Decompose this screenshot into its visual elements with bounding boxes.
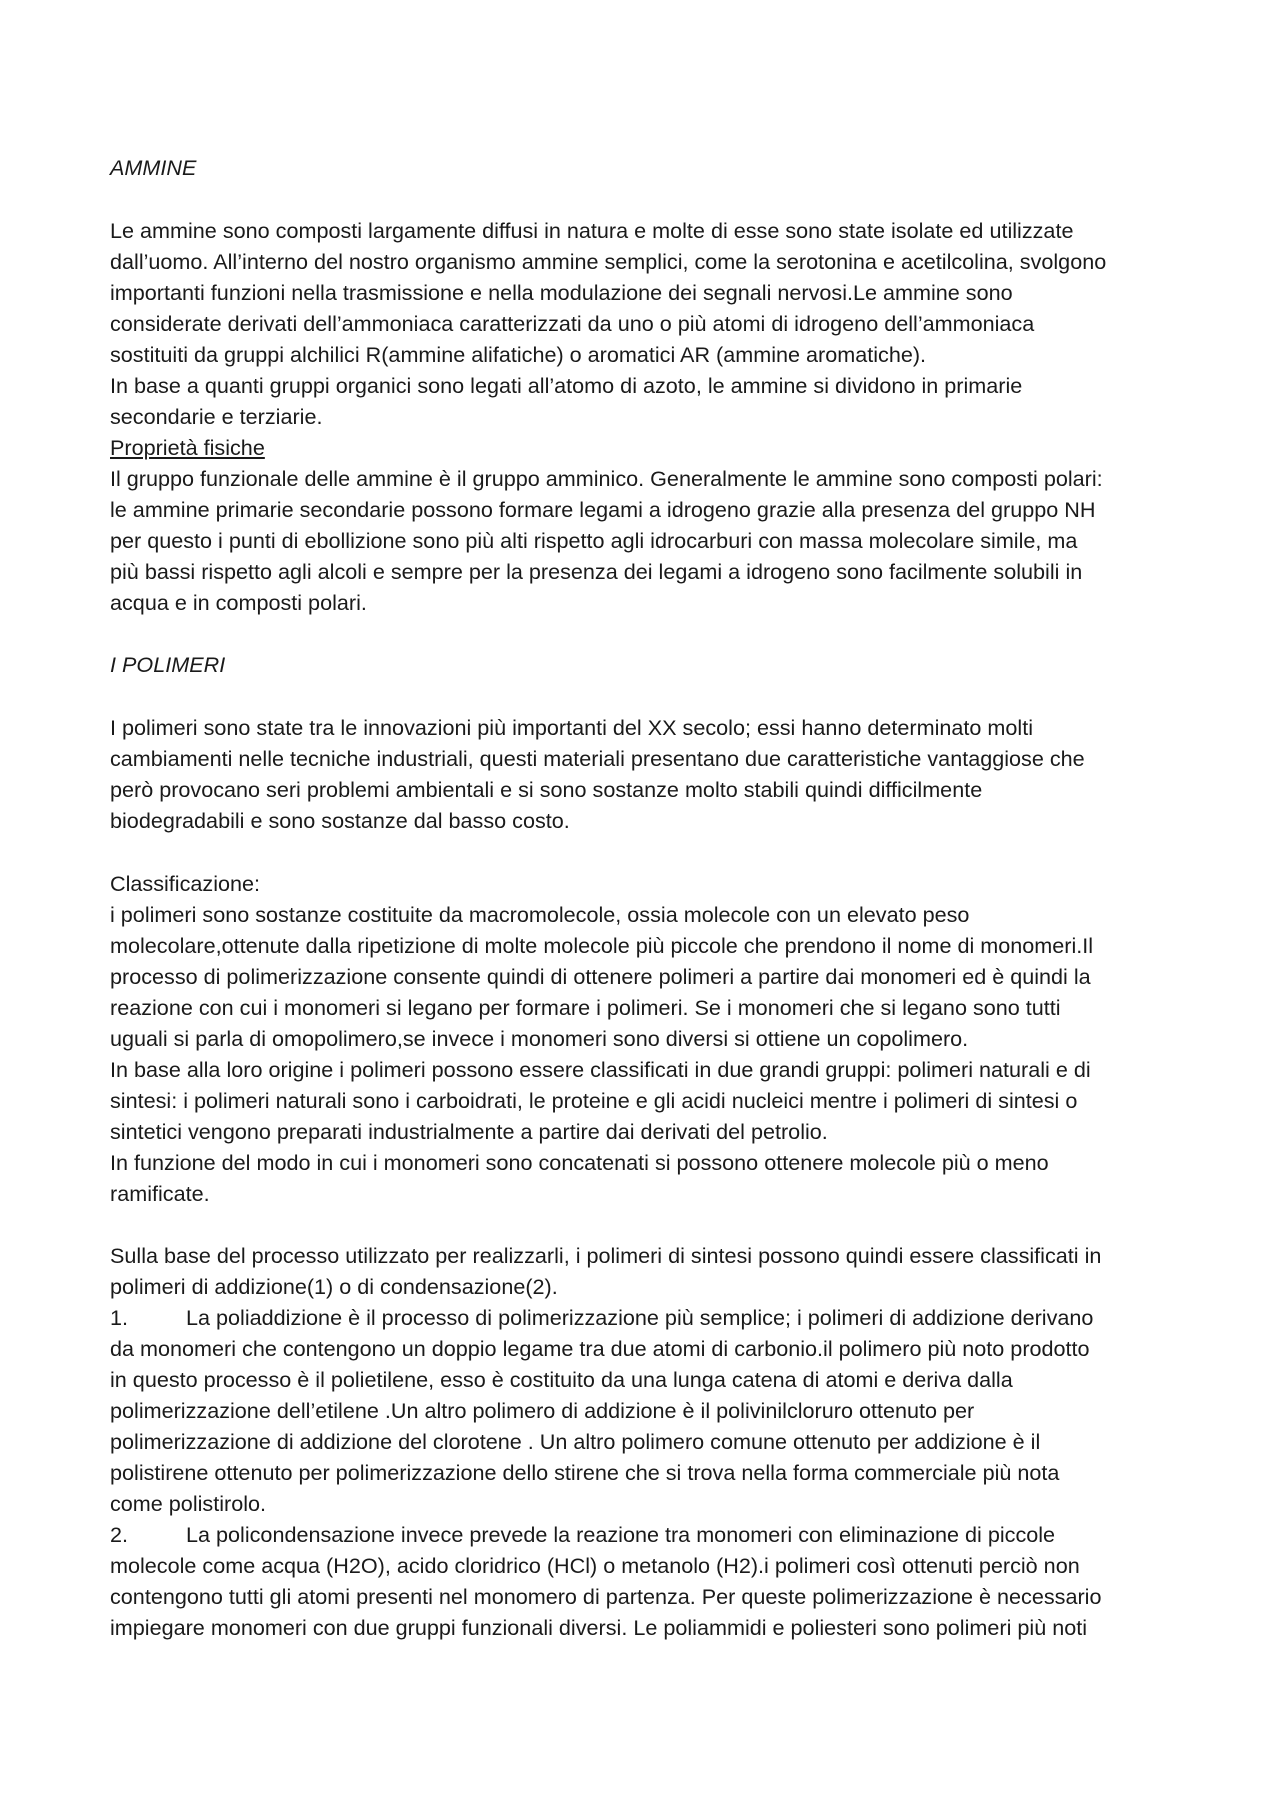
text-line: polimeri di addizione(1) o di condensazione(2). bbox=[110, 1274, 558, 1299]
text-line: polimerizzazione di addizione del clorotene . Un altro polimero comune ottenuto per addizione è il bbox=[110, 1429, 1041, 1454]
spacer bbox=[110, 183, 1180, 215]
text-line: secondarie e terziarie. bbox=[110, 404, 323, 429]
text-line: contengono tutti gli atomi presenti nel monomero di partenza. Per queste polimerizzazione è necessario bbox=[110, 1584, 1102, 1609]
polimeri-intro-paragraph bbox=[110, 712, 1180, 836]
text-line: considerate derivati dell’ammoniaca caratterizzati da uno o più atomi di idrogeno dell’ammoniaca bbox=[110, 311, 1035, 336]
text-line: I polimeri sono state tra le innovazioni più importanti del XX secolo; essi hanno determinato molti bbox=[110, 715, 1034, 740]
text-line: sintetici vengono preparati industrialmente a partire dai derivati del petrolio. bbox=[110, 1119, 828, 1144]
text-line: In base alla loro origine i polimeri possono essere classificati in due grandi gruppi: polimeri naturali e di bbox=[110, 1057, 1091, 1082]
list-item-2 bbox=[110, 1519, 1180, 1643]
text-line: cambiamenti nelle tecniche industriali, questi materiali presentano due caratteristiche vantaggiose che bbox=[110, 746, 1085, 771]
spacer bbox=[110, 1209, 1180, 1240]
subheading-proprieta-fisiche: Proprietà fisiche bbox=[110, 435, 265, 460]
text-line: importanti funzioni nella trasmissione e nella modulazione dei segnali nervosi.Le ammine sono bbox=[110, 280, 1013, 305]
text-line: acqua e in composti polari. bbox=[110, 590, 367, 615]
synthesis-paragraph bbox=[110, 1240, 1180, 1302]
text-line: molecole come acqua (H2O), acido cloridrico (HCl) o metanolo (H2).i polimeri così ottenuti perciò non bbox=[110, 1553, 1080, 1578]
text-line: i polimeri sono sostanze costituite da macromolecole, ossia molecole con un elevato peso bbox=[110, 902, 970, 927]
text-line: Sulla base del processo utilizzato per realizzarli, i polimeri di sintesi possono quindi essere classificati in bbox=[110, 1243, 1102, 1268]
text-line: da monomeri che contengono un doppio legame tra due atomi di carbonio.il polimero più noto prodotto bbox=[110, 1336, 1090, 1361]
text-line: come polistirolo. bbox=[110, 1491, 267, 1516]
text-line: per questo i punti di ebollizione sono più alti rispetto agli idrocarburi con massa molecolare simile, ma bbox=[110, 528, 1078, 553]
text-line: in questo processo è il polietilene, esso è costituito da una lunga catena di atomi e deriva dalla bbox=[110, 1367, 1013, 1392]
text-line: molecolare,ottenute dalla ripetizione di molte molecole più piccole che prendono il nome di monomeri.Il bbox=[110, 933, 1094, 958]
classification-paragraph bbox=[110, 899, 1180, 1209]
ammine-intro-paragraph bbox=[110, 215, 1180, 432]
text-line: le ammine primarie secondarie possono formare legami a idrogeno grazie alla presenza del gruppo NH bbox=[110, 497, 1096, 522]
text-line: impiegare monomeri con due gruppi funzionali diversi. Le poliammidi e poliesteri sono polimeri più noti bbox=[110, 1615, 1088, 1640]
text-line: uguali si parla di omopolimero,se invece i monomeri sono diversi si ottiene un copolimero. bbox=[110, 1026, 969, 1051]
list-text: La poliaddizione è il processo di polimerizzazione più semplice; i polimeri di addizione derivano bbox=[186, 1305, 1094, 1330]
text-line: però provocano seri problemi ambientali e si sono sostanze molto stabili quindi difficilmente bbox=[110, 777, 983, 802]
list-text: La policondensazione invece prevede la reazione tra monomeri con eliminazione di piccole bbox=[186, 1522, 1056, 1547]
text-line: sostituiti da gruppi alchilici R(ammine alifatiche) o aromatici AR (ammine aromatiche). bbox=[110, 342, 927, 367]
section-title-ammine: AMMINE bbox=[110, 155, 197, 180]
text-line: In funzione del modo in cui i monomeri sono concatenati si possono ottenere molecole più o meno bbox=[110, 1150, 1049, 1175]
text-line: Le ammine sono composti largamente diffusi in natura e molte di esse sono state isolate ed utilizzate bbox=[110, 218, 1074, 243]
list-number: 2. bbox=[110, 1522, 129, 1547]
spacer bbox=[110, 618, 1180, 649]
text-line: biodegradabili e sono sostanze dal basso costo. bbox=[110, 808, 570, 833]
text-line: polistirene ottenuto per polimerizzazione dello stirene che si trova nella forma commerciale più nota bbox=[110, 1460, 1060, 1485]
text-line: sintesi: i polimeri naturali sono i carboidrati, le proteine e gli acidi nucleici mentre i polimeri di sintesi o bbox=[110, 1088, 1078, 1113]
text-line bbox=[110, 1519, 1180, 1550]
text-line: polimerizzazione dell’etilene .Un altro polimero di addizione è il polivinilcloruro ottenuto per bbox=[110, 1398, 975, 1423]
ammine-properties-paragraph bbox=[110, 463, 1180, 618]
list-number: 1. bbox=[110, 1305, 129, 1330]
text-line: In base a quanti gruppi organici sono legati all’atomo di azoto, le ammine si dividono in primarie bbox=[110, 373, 1023, 398]
section-title-polimeri: I POLIMERI bbox=[110, 652, 226, 677]
text-line bbox=[110, 1302, 1180, 1333]
text-line: Il gruppo funzionale delle ammine è il gruppo amminico. Generalmente le ammine sono composti polari: bbox=[110, 466, 1103, 491]
spacer bbox=[110, 680, 1180, 712]
spacer bbox=[110, 836, 1180, 868]
text-line: più bassi rispetto agli alcoli e sempre per la presenza dei legami a idrogeno sono facilmente solubili in bbox=[110, 559, 1083, 584]
text-line: processo di polimerizzazione consente quindi di ottenere polimeri a partire dai monomeri ed è quindi la bbox=[110, 964, 1091, 989]
text-line: dall’uomo. All’interno del nostro organismo ammine semplici, come la serotonina e acetilcolina, svolgono bbox=[110, 249, 1107, 274]
classification-heading: Classificazione: bbox=[110, 871, 261, 896]
list-item-1 bbox=[110, 1302, 1180, 1519]
text-line: reazione con cui i monomeri si legano per formare i polimeri. Se i monomeri che si legano sono tutti bbox=[110, 995, 1061, 1020]
text-line: ramificate. bbox=[110, 1181, 210, 1206]
